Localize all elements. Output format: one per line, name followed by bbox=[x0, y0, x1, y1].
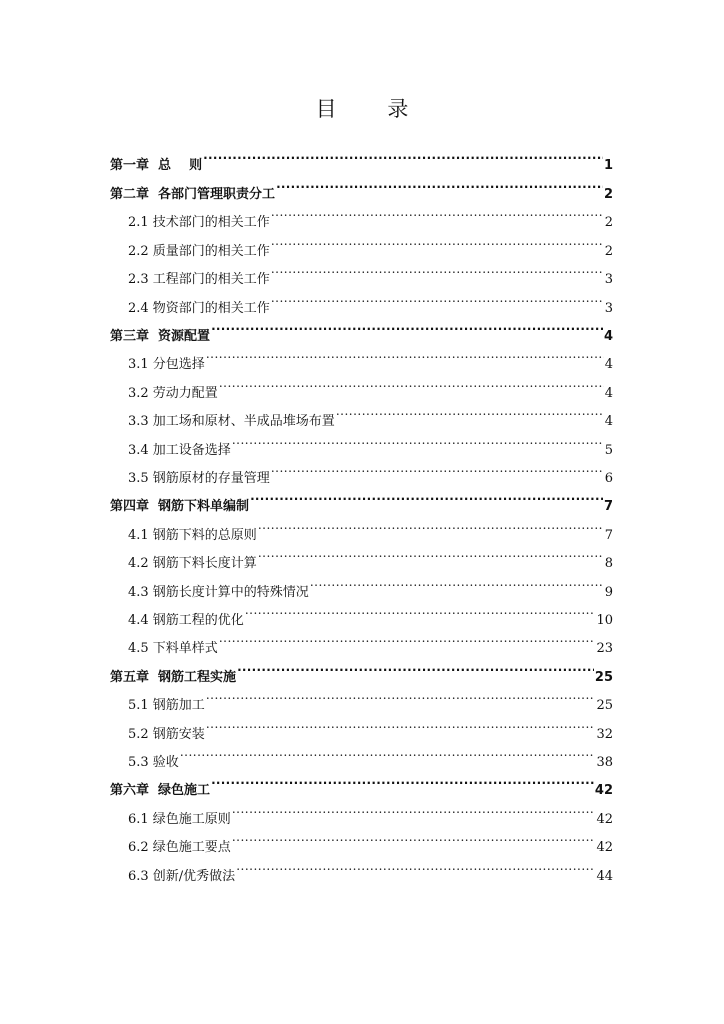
toc-entry[interactable] bbox=[128, 860, 613, 884]
toc-entry[interactable] bbox=[128, 632, 613, 656]
toc-label: 4.1 钢筋下料的总原则 bbox=[128, 528, 257, 543]
page-title: 目 录 bbox=[315, 97, 431, 121]
dot-leader bbox=[206, 348, 604, 368]
dot-leader bbox=[211, 320, 603, 340]
toc-page-number: 3 bbox=[604, 272, 613, 287]
toc-entry[interactable] bbox=[128, 348, 613, 372]
toc-page-number: 42 bbox=[594, 783, 613, 798]
toc-label: 6.1 绿色施工原则 bbox=[128, 812, 231, 827]
toc-page-number: 42 bbox=[596, 840, 613, 855]
toc-label: 5.2 钢筋安装 bbox=[128, 727, 205, 742]
dot-leader bbox=[271, 292, 604, 312]
toc-page-number: 9 bbox=[604, 585, 613, 600]
toc-label: 第六章 绿色施工 bbox=[110, 783, 211, 798]
toc-page-number: 2 bbox=[604, 244, 613, 259]
toc-entry[interactable] bbox=[110, 490, 613, 514]
dot-leader bbox=[271, 206, 604, 226]
toc-page-number: 32 bbox=[596, 727, 613, 742]
toc-page-number: 2 bbox=[604, 215, 613, 230]
toc-label: 第一章 总 则 bbox=[110, 158, 203, 173]
toc-entry[interactable] bbox=[128, 405, 613, 429]
toc-page-number: 10 bbox=[596, 613, 613, 628]
dot-leader bbox=[180, 746, 596, 766]
toc-page-number: 4 bbox=[604, 357, 613, 372]
dot-leader bbox=[219, 632, 596, 652]
toc-label: 3.4 加工设备选择 bbox=[128, 443, 231, 458]
dot-leader bbox=[258, 519, 604, 539]
toc-page-number: 23 bbox=[596, 641, 613, 656]
dot-leader bbox=[232, 831, 596, 851]
toc-label: 第三章 资源配置 bbox=[110, 329, 211, 344]
toc-entry[interactable] bbox=[128, 746, 613, 770]
toc-entry[interactable] bbox=[128, 689, 613, 713]
toc-label: 4.2 钢筋下料长度计算 bbox=[128, 556, 257, 571]
toc-entry[interactable] bbox=[128, 547, 613, 571]
toc-page-number: 7 bbox=[603, 499, 613, 514]
toc-entry[interactable] bbox=[128, 292, 613, 316]
dot-leader bbox=[271, 235, 604, 255]
toc-page-number: 7 bbox=[604, 528, 613, 543]
dot-leader bbox=[250, 490, 603, 510]
toc-page-number: 4 bbox=[604, 414, 613, 429]
toc-label: 第五章 钢筋工程实施 bbox=[110, 670, 237, 685]
toc-label: 5.3 验收 bbox=[128, 755, 179, 770]
toc-page-number: 5 bbox=[604, 443, 613, 458]
toc-entry[interactable] bbox=[110, 149, 613, 173]
toc-page-number: 8 bbox=[604, 556, 613, 571]
dot-leader bbox=[206, 689, 596, 709]
toc-page-number: 44 bbox=[596, 869, 613, 884]
toc-label: 3.1 分包选择 bbox=[128, 357, 205, 372]
toc-label: 2.1 技术部门的相关工作 bbox=[128, 215, 270, 230]
dot-leader bbox=[219, 377, 604, 397]
dot-leader bbox=[211, 774, 594, 794]
toc-entry[interactable] bbox=[128, 263, 613, 287]
toc-label: 6.3 创新/优秀做法 bbox=[128, 869, 236, 884]
toc-page-number: 25 bbox=[596, 698, 613, 713]
toc-entry[interactable] bbox=[128, 206, 613, 230]
toc-entry[interactable] bbox=[128, 235, 613, 259]
dot-leader bbox=[203, 149, 603, 169]
toc-page-number: 38 bbox=[596, 755, 613, 770]
toc-page-number: 1 bbox=[603, 158, 613, 173]
toc-label: 3.2 劳动力配置 bbox=[128, 386, 218, 401]
toc-entry[interactable] bbox=[128, 718, 613, 742]
toc-entry[interactable] bbox=[128, 434, 613, 458]
dot-leader bbox=[271, 263, 604, 283]
toc-page-number: 2 bbox=[603, 187, 613, 202]
dot-leader bbox=[232, 803, 596, 823]
toc-label: 2.4 物资部门的相关工作 bbox=[128, 301, 270, 316]
dot-leader bbox=[245, 604, 596, 624]
toc-entry[interactable] bbox=[128, 803, 613, 827]
toc-label: 3.5 钢筋原材的存量管理 bbox=[128, 471, 270, 486]
dot-leader bbox=[206, 718, 596, 738]
toc-label: 5.1 钢筋加工 bbox=[128, 698, 205, 713]
toc-entry[interactable] bbox=[128, 519, 613, 543]
dot-leader bbox=[258, 547, 604, 567]
toc-entry[interactable] bbox=[128, 462, 613, 486]
toc-page-number: 42 bbox=[596, 812, 613, 827]
toc-entry[interactable] bbox=[110, 661, 613, 685]
toc-label: 4.4 钢筋工程的优化 bbox=[128, 613, 244, 628]
toc-label: 4.5 下料单样式 bbox=[128, 641, 218, 656]
toc-label: 2.3 工程部门的相关工作 bbox=[128, 272, 270, 287]
dot-leader bbox=[237, 661, 594, 681]
dot-leader bbox=[310, 576, 604, 596]
dot-leader bbox=[232, 434, 604, 454]
toc-entry[interactable] bbox=[110, 774, 613, 798]
dot-leader bbox=[236, 860, 595, 880]
dot-leader bbox=[276, 178, 603, 198]
toc-page-number: 3 bbox=[604, 301, 613, 316]
toc-entry[interactable] bbox=[128, 576, 613, 600]
toc-page-number: 6 bbox=[604, 471, 613, 486]
toc-entry[interactable] bbox=[110, 178, 613, 202]
toc-entry[interactable] bbox=[128, 604, 613, 628]
toc-entry[interactable] bbox=[128, 831, 613, 855]
toc-page-number: 4 bbox=[603, 329, 613, 344]
toc-label: 4.3 钢筋长度计算中的特殊情况 bbox=[128, 585, 309, 600]
toc-entry[interactable] bbox=[110, 320, 613, 344]
toc-label: 2.2 质量部门的相关工作 bbox=[128, 244, 270, 259]
dot-leader bbox=[336, 405, 604, 425]
toc-label: 6.2 绿色施工要点 bbox=[128, 840, 231, 855]
toc-label: 第四章 钢筋下料单编制 bbox=[110, 499, 250, 514]
toc-label: 第二章 各部门管理职责分工 bbox=[110, 187, 276, 202]
dot-leader bbox=[271, 462, 604, 482]
toc-page-number: 25 bbox=[594, 670, 613, 685]
toc-label: 3.3 加工场和原材、半成品堆场布置 bbox=[128, 414, 335, 429]
toc-entry[interactable] bbox=[128, 377, 613, 401]
toc-page-number: 4 bbox=[604, 386, 613, 401]
